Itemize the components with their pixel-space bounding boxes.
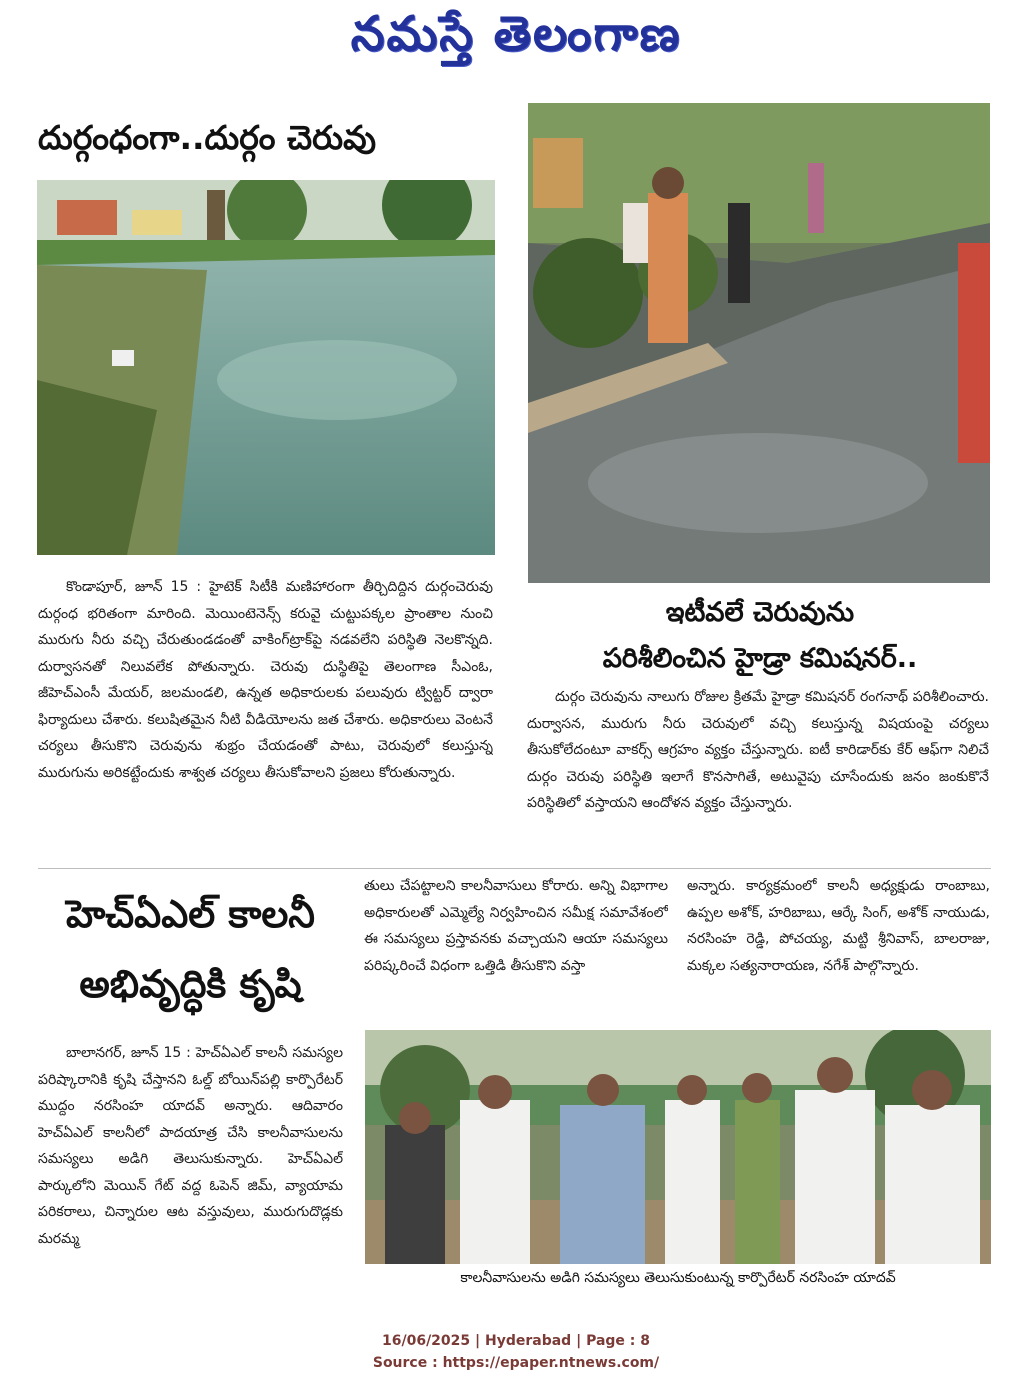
corporator-meeting-photo-graphic (365, 1030, 991, 1264)
story1-subhead-line1: ఇటీవలే చెరువును (665, 597, 855, 628)
story1-body2: దుర్గం చెరువును నాలుగు రోజుల క్రితమే హైడ్రా కమిషనర్‌ రంగనాథ్‌ పరిశీలించారు. దుర్వాసన, మురుగు నీరు చెరువులో వచ్చి కలుస్తున్న విషయంపై చర్యలు తీసుకోలేదంటూ వాకర్స్‌ ఆగ్రహం వ్యక్తం చేస్తున్నారు. ఐటీ కారిడార్‌కు కేర్‌ ఆఫ్‌గా నిలిచే దుర్గం చెరువు పరిస్థితి ఇలాగే కొనసాగితే, అటువైపు చూసేందుకు జనం జంకుకొనే పరిస్థితిలో వస్తాయని ఆందోళన వ్యక్తం చేస్తున్నారు. (527, 689, 989, 811)
walking-track-photo (528, 103, 990, 583)
lake-photo-graphic (37, 180, 495, 555)
story1-subhead-line2: పరిశీలించిన హైడ్రా కమిషనర్‌.. (602, 643, 918, 674)
story2-headline-line1: హెచ్‌ఏఎల్‌ కాలనీ (66, 892, 315, 936)
masthead: నమస్తే తెలంగాణ (350, 6, 682, 62)
corporator-meeting-photo (365, 1030, 991, 1264)
story2-column-3: అన్నారు. కార్యక్రమంలో కాలనీ అధ్యక్షుడు రాంబాబు, ఉప్పల అశోక్‌, హరిబాబు, ఆర్కే సింగ్‌, అశోక్‌ నాయుడు, నరసింహ రెడ్డి, పోచయ్య, మట్టి శ్రీనివాస్‌, బాలరాజు, మక్కల సత్యనారాయణ, నగేశ్‌ పాల్గొన్నారు. (687, 878, 990, 974)
story2-headline-line2: అభివృద్ధికి కృషి (79, 962, 302, 1006)
story1-body: కొండాపూర్‌, జూన్‌ 15 : హైటెక్‌ సిటీకి మణిహారంగా తీర్చిదిద్దిన దుర్గంచెరువు దుర్గంధ భరితంగా మారింది. మెయింటెనెన్స్‌ కరువై చుట్టుపక్కల ప్రాంతాల నుంచి మురుగు నీరు వచ్చి చేరుతుండడంతో వాకింగ్‌ట్రాక్‌పై నడవలేని పరిస్థితి నెలకొన్నది. దుర్వాసనతో నిలువలేక పోతున్నారు. చెరువు దుస్థితిపై తెలంగాణ సీఎంఓ, జీహెచ్‌ఎంసీ మేయర్‌, జలమండలి, ఉన్నత అధికారులకు పలువురు ట్విట్టర్‌ ద్వారా ఫిర్యాదులు చేశారు. కలుషితమైన నీటి వీడియోలను జత చేశారు. అధికారులు వెంటనే చర్యలు తీసుకొని చెరువును శుభ్రం చేయడంతో పాటు, చెరువులో కలుస్తున్న మురుగును అరికట్టేందుకు శాశ్వత చర్యలు తీసుకోవాలని ప్రజలు కోరుతున్నారు. (38, 579, 493, 781)
footer-dateline: 16/06/2025 | Hyderabad | Page : 8 (381, 1333, 651, 1349)
walking-track-photo-graphic (528, 103, 990, 583)
footer-source: Source : https://epaper.ntnews.com/ (372, 1355, 660, 1371)
photo-caption: కాలనీవాసులను అడిగి సమస్యలు తెలుసుకుంటున్న కార్పొరేటర్‌ నరసింహ యాదవ్‌ (460, 1270, 896, 1286)
section-divider (38, 868, 991, 869)
story2-column-2: తులు చేపట్టాలని కాలనీవాసులు కోరారు. అన్ని విభాగాల అధికారులతో ఎమ్మెల్యే నిర్వహించిన సమీక్ష సమావేశంలో ఈ సమస్యలు ప్రస్తావనకు వచ్చాయని ఆయా సమస్యలు పరిష్కరించే విధంగా ఒత్తిడి తీసుకొని వస్తా (364, 878, 668, 974)
story1-headline: దుర్గంధంగా..దుర్గం చెరువు (38, 118, 377, 157)
lake-photo (37, 180, 495, 555)
story2-column-1: బాలానగర్‌, జూన్‌ 15 : హెచ్‌ఏఎల్‌ కాలనీ సమస్యల పరిష్కారానికి కృషి చేస్తానని ఓల్డ్‌ బోయిన్‌పల్లి కార్పొరేటర్‌ ముద్దం నరసింహ యాదవ్‌ అన్నారు. ఆదివారం హెచ్‌ఏఎల్‌ కాలనీలో పాదయాత్ర చేసి కాలనీవాసులను సమస్యలు అడిగి తెలుసుకున్నారు. హెచ్‌ఏఎల్‌ పార్కులోని మెయిన్‌ గేట్‌ వద్ద ఓపెన్‌ జిమ్‌, వ్యాయామ పరికరాలు, చిన్నారుల ఆట వస్తువులు, మురుగుదొడ్లకు మరమ్మ (38, 1045, 343, 1247)
